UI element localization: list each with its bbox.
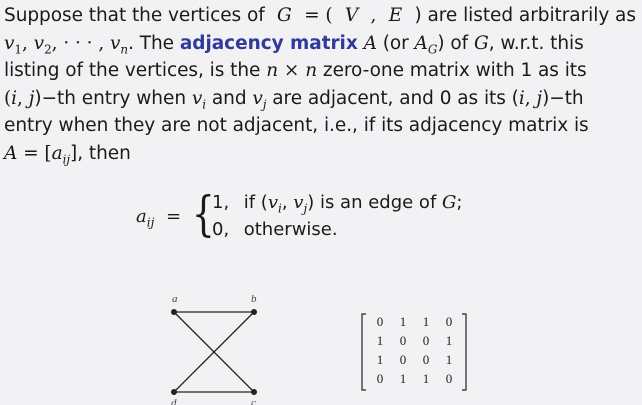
matrix-cell-r1-c2: 1 (399, 314, 407, 329)
text: , (281, 192, 294, 213)
vertex-label-a: a (172, 293, 178, 305)
math-comma: , (370, 5, 377, 26)
matrix-cell-r2-c2: 0 (399, 333, 407, 348)
text: listing of the vertices, is the (4, 60, 267, 82)
matrix-cell-r1-c1: 0 (376, 314, 384, 329)
matrix-cell-r1-c4: 0 (445, 314, 453, 329)
text: ) of (437, 32, 474, 54)
right-bracket (462, 314, 466, 390)
math-A: A (414, 32, 428, 54)
math-vn: v (109, 32, 121, 54)
sub: G (427, 42, 438, 57)
math-i: i (518, 87, 525, 109)
math-paren: ( (4, 87, 12, 109)
math-G: G (277, 5, 292, 26)
sub: j (303, 201, 308, 216)
matrix-cell-r4-c1: 0 (376, 371, 384, 386)
math-A: A (363, 32, 377, 54)
sub: 2 (44, 42, 52, 57)
formula-case-2 (212, 219, 338, 240)
term-adjacency-matrix: adjacency matrix (179, 32, 358, 54)
math-G: G (473, 32, 489, 54)
math-v1: v (4, 32, 15, 54)
adjacency-formula (136, 186, 556, 246)
case-value: 1, (212, 192, 230, 213)
formula-equals: = (166, 206, 182, 227)
formula-lhs (136, 206, 154, 230)
math-G: G (442, 192, 457, 213)
vertex-d (171, 389, 177, 395)
math-dots: , · · · , (51, 32, 110, 54)
text: ; (456, 192, 463, 213)
text: ], then (70, 142, 131, 164)
text: ) is an edge of (307, 192, 443, 213)
math-comma: , (524, 87, 537, 109)
case-value: 0, (212, 219, 230, 240)
math-j: j (536, 87, 543, 109)
sub: i (202, 97, 207, 112)
math-E: E (388, 5, 403, 26)
matrix-cell-r3-c4: 1 (445, 352, 453, 367)
text-line-5 (4, 112, 636, 140)
vertex-c (251, 389, 257, 395)
math-V: V (344, 5, 359, 26)
text: and (206, 87, 253, 109)
math-i: i (11, 87, 18, 109)
math-vi: v (191, 87, 203, 109)
text: )−th entry when (34, 87, 192, 109)
sub: ij (146, 215, 155, 230)
vertex-a (171, 309, 177, 315)
matrix-cell-r4-c2: 1 (399, 371, 407, 386)
math-vj: v (252, 87, 263, 109)
text: otherwise. (243, 219, 338, 240)
math-A: A (4, 142, 18, 164)
text: are adjacent, and 0 as its ( (266, 87, 519, 109)
text-line-6 (4, 140, 636, 168)
matrix-cell-r2-c4: 1 (445, 333, 453, 348)
vertex-label-b: b (251, 293, 257, 305)
math-a: a (51, 142, 63, 164)
matrix-cell-r1-c3: 1 (422, 314, 430, 329)
matrix-cell-r3-c1: 1 (376, 352, 384, 367)
definition-paragraph (4, 2, 636, 168)
sub: 1 (14, 42, 22, 57)
sub: n (120, 42, 129, 57)
math-eq: = [ (17, 142, 52, 164)
matrix-cell-r3-c3: 0 (422, 352, 430, 367)
text: zero-one matrix with 1 as its (317, 60, 587, 82)
left-bracket (362, 314, 366, 390)
math-j: j (28, 87, 35, 109)
text-line-4 (4, 85, 636, 113)
text: . The (128, 32, 180, 54)
vertex-label-c: c (251, 397, 256, 405)
math-v2: v (33, 32, 45, 54)
text: ) are listed arbitrarily as (414, 5, 636, 26)
text: Suppose that the vertices of (4, 5, 265, 26)
matrix-cell-r2-c1: 1 (376, 333, 384, 348)
text-line-2 (4, 30, 636, 58)
matrix-cell-r2-c3: 0 (422, 333, 430, 348)
math-a: a (136, 206, 147, 227)
example-graph (160, 292, 330, 405)
vertex-label-d: d (171, 397, 177, 405)
matrix-cell-r4-c4: 0 (445, 371, 453, 386)
text: (or (376, 32, 415, 54)
math-comma: , (17, 87, 29, 109)
matrix-cell-r4-c3: 1 (422, 371, 430, 386)
text: )−th (542, 87, 584, 109)
math-vi: v (267, 192, 278, 213)
math-comma: , (22, 32, 34, 54)
vertex-b (251, 309, 257, 315)
sub: i (278, 201, 282, 216)
adjacency-matrix (360, 312, 468, 392)
text-line-1 (4, 2, 636, 30)
math-eq: = ( (304, 5, 333, 26)
math-n: n (305, 60, 318, 82)
math-vj: v (293, 192, 304, 213)
text: if ( (243, 192, 268, 213)
sub: ij (62, 152, 71, 167)
left-brace: { (191, 186, 215, 242)
text: entry when they are not adjacent, i.e., if its adjacency matrix is (4, 115, 589, 137)
matrix-cell-r3-c2: 0 (399, 352, 407, 367)
text-line-3 (4, 57, 636, 85)
sub: j (262, 97, 267, 112)
formula-case-1 (212, 192, 462, 216)
math-times: × (278, 60, 306, 82)
text: , w.r.t. this (488, 32, 584, 54)
math-n: n (266, 60, 279, 82)
